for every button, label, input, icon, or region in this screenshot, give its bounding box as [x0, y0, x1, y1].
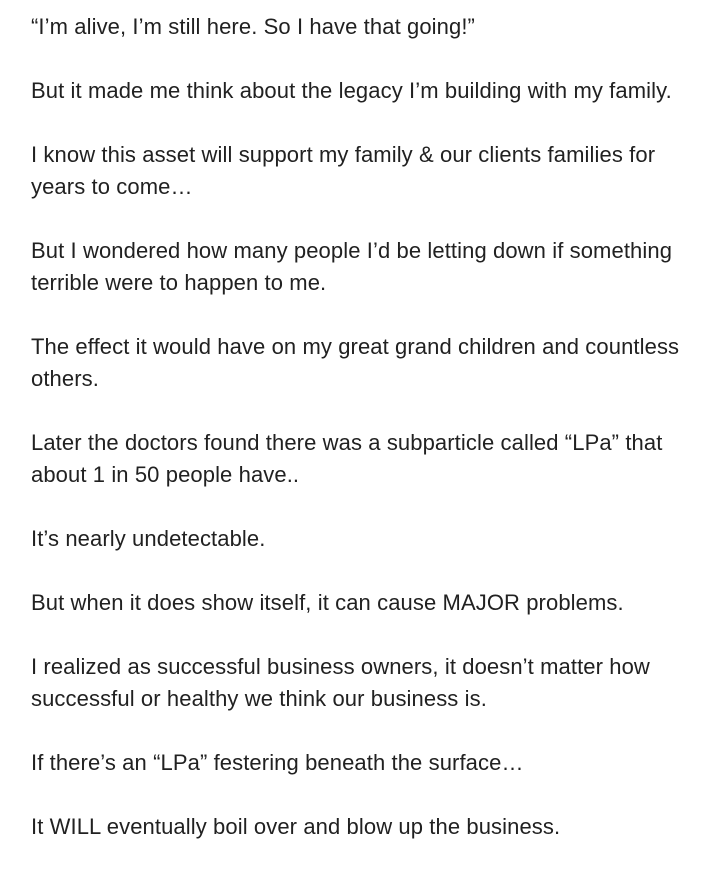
paragraph: But when it does show itself, it can cause MAJOR problems. — [31, 590, 624, 615]
paragraph: I realized as successful business owners, it doesn’t matter how successful or healthy we think our business is. — [31, 654, 650, 711]
paragraph: It WILL eventually boil over and blow up the business. — [31, 814, 561, 839]
paragraph: I know this asset will support my family & our clients families for years to come… — [31, 142, 656, 199]
paragraph: But it made me think about the legacy I’m building with my family. — [31, 78, 672, 103]
paragraph: “I’m alive, I’m still here. So I have that going!” — [31, 14, 475, 39]
paragraph: The effect it would have on my great grand children and countless others. — [31, 334, 680, 391]
paragraph: It’s nearly undetectable. — [31, 526, 266, 551]
paragraph: But I wondered how many people I’d be letting down if something terrible were to happen to me. — [31, 238, 673, 295]
paragraph: Later the doctors found there was a subparticle called “LPa” that about 1 in 50 people have.. — [31, 430, 663, 487]
paragraph: If there’s an “LPa” festering beneath the surface… — [31, 750, 524, 775]
